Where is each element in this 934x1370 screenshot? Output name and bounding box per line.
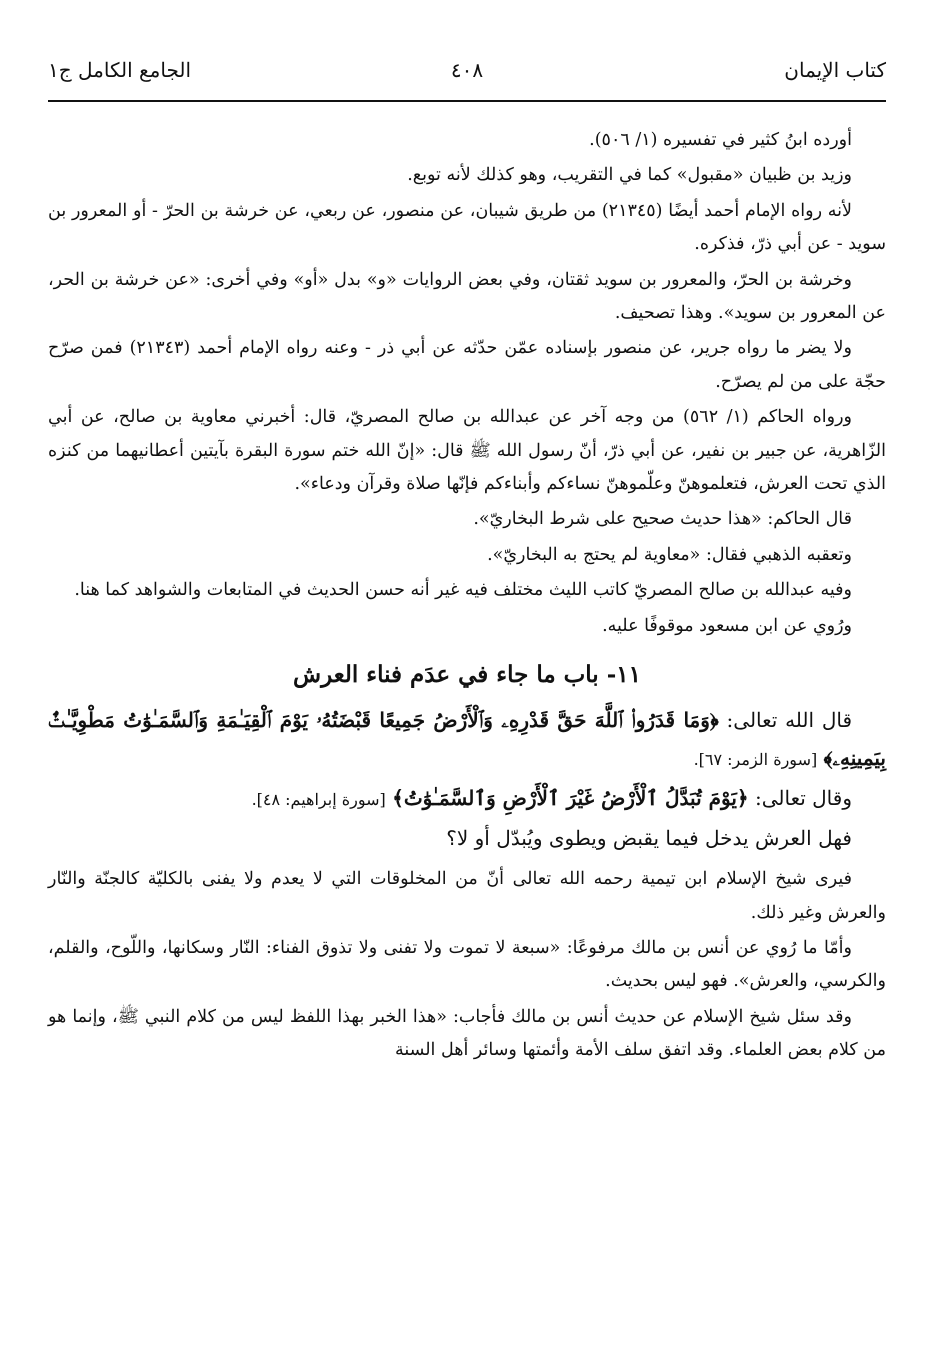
chapter-title: ١١- باب ما جاء في عدَم فناء العرش: [293, 661, 641, 689]
paragraph: وقد سئل شيخ الإسلام عن حديث أنس بن مالك فأجاب: «هذا الخبر بهذا اللفظ ليس من كلام النبي ﷺ، وإنما هو من كلام بعض العلماء. وقد اتفق سلف الأمة وأئمتها وسائر أهل السنة: [48, 1006, 886, 1061]
verse-reference: [سورة إبراهيم: ٤٨].: [251, 790, 386, 810]
paragraph: فيرى شيخ الإسلام ابن تيمية رحمه الله تعالى أنّ من المخلوقات التي لا يعدم ولا يفنى بالكليّة كالجنّة والنّار والعرش وغير ذلك.: [48, 869, 886, 923]
book-title: كتاب الإيمان: [784, 58, 886, 82]
paragraph: وزيد بن ظبيان «مقبول» كما في التقريب، وهو كذلك لأنه توبع.: [407, 165, 852, 186]
quran-verse: ﴿يَوْمَ تُبَدَّلُ ٱلْأَرْضُ غَيْرَ ٱلْأَرْضِ وَٱلسَّمَـٰوَٰتُ﴾: [392, 786, 749, 811]
verse-reference: [سورة الزمر: ٦٧].: [693, 750, 818, 770]
page-header: [48, 58, 886, 98]
question-heading: فهل العرش يدخل فيما يقبض ويطوى ويُبدّل أو لا؟: [446, 826, 852, 851]
quran-verse: ﴿وَمَا قَدَرُوا۟ ٱللَّهَ حَقَّ قَدْرِهِۦ وَٱلْأَرْضُ جَمِيعًا قَبْضَتُهُۥ يَوْمَ ٱلْقِيَـٰمَةِ وَٱلسَّمَـٰوَٰتُ مَطْوِيَّـٰتٌۢ بِيَمِينِهِۦ﴾: [48, 708, 886, 771]
paragraph: قال الحاكم: «هذا حديث صحيح على شرط البخاريّ».: [473, 509, 852, 530]
paragraph: أورده ابنُ كثير في تفسيره (١/ ٥٠٦).: [589, 130, 852, 150]
verse-block: [48, 701, 886, 779]
paragraph: وفيه عبدالله بن صالح المصريّ كاتب الليث مختلف فيه غير أنه حسن الحديث في المتابعات والشواهد كما هنا.: [74, 580, 852, 601]
paragraph: ولا يضر ما رواه جرير، عن منصور بإسناده عمّن حدّثه عن أبي ذر - وعنه رواه الإمام أحمد (٢١٣٤٣) فمن صرّح حجّة على من لم يصرّح.: [48, 338, 886, 392]
verse-intro: وقال تعالى:: [754, 786, 852, 811]
paragraph: وخرشة بن الحرّ، والمعرور بن سويد ثقتان، وفي بعض الروايات «و» بدل «أو» وفي أخرى: «عن خرشة بن الحر، عن المعرور بن سويد». وهذا تصحيف.: [48, 269, 886, 324]
paragraph: ورواه الحاكم (١/ ٥٦٢) من وجه آخر عن عبدالله بن صالح المصريّ، قال: أخبرني معاوية بن صالح، عن أبي الزّاهرية، عن جبير بن نفير، عن أبي ذرّ، أنّ رسول الله ﷺ قال: «إنّ الله ختم سورة البقرة بآيتين أعطانيهما من كنزه الذي تحت العرش، فتعلموهنّ وعلّموهنّ نساءكم وأبناءكم فإنّها صلاة وقرآن ودعاء».: [48, 407, 886, 495]
verse-intro: قال الله تعالى:: [726, 708, 852, 733]
paragraph: وأمّا ما رُوي عن أنس بن مالك مرفوعًا: «سبعة لا تموت ولا تفنى ولا تذوق الفناء: النّار وسكانها، واللّوح، والقلم، والكرسي، والعرش». فهو ليس بحديث.: [48, 937, 886, 992]
series-title: الجامع الكامل ج١: [48, 58, 192, 82]
verse-block: [48, 779, 886, 819]
paragraph: لأنه رواه الإمام أحمد أيضًا (٢١٣٤٥) من طريق شيبان، عن منصور، عن ربعي، عن خرشة بن الحرّ - أو المعرور بن سويد - عن أبي ذرّ، فذكره.: [48, 200, 886, 255]
paragraph: ورُوي عن ابن مسعود موقوفًا عليه.: [602, 615, 852, 636]
paragraph: وتعقبه الذهبي فقال: «معاوية لم يحتج به البخاريّ».: [487, 544, 852, 565]
header-rule: [48, 100, 886, 102]
page-number: ٤٠٨: [450, 58, 484, 82]
page-body: [48, 124, 886, 1070]
